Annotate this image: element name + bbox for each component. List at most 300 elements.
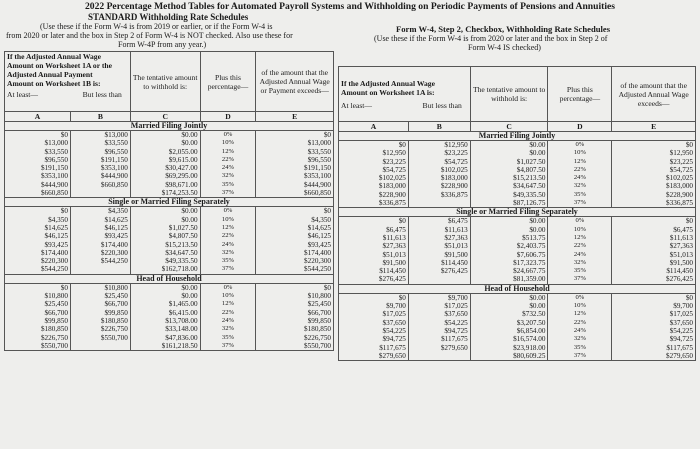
- right-but-less-value: $279,650: [440, 343, 468, 352]
- left-but-less-value: [73, 342, 128, 350]
- left-but-less-value: $14,625: [104, 215, 128, 224]
- right-at-least-value: $9,700: [386, 302, 406, 311]
- right-but-less-cell: [408, 217, 470, 284]
- left-at-least-value: $353,100: [40, 172, 68, 181]
- right-at-least-value: $51,013: [382, 250, 406, 259]
- right-excess-value: $12,950: [669, 149, 693, 158]
- right-excess-value: $91,500: [669, 258, 693, 267]
- left-tentative-value: $161,218.50: [161, 341, 198, 350]
- right-tentative-cell: [470, 217, 548, 284]
- left-at-least-value: $0: [60, 131, 68, 139]
- right-percent-cell: [548, 217, 612, 284]
- right-excess-value: $0: [685, 217, 693, 226]
- left-excess-value: $544,250: [304, 265, 331, 274]
- left-excess-value: $96,550: [307, 155, 331, 164]
- left-excess-value: $10,800: [307, 292, 331, 301]
- left-excess-value: $180,850: [304, 325, 331, 334]
- right-tentative-value: $80,609.25: [513, 351, 546, 360]
- left-tentative-value: $4,807.50: [168, 232, 198, 241]
- left-at-least-cell: [5, 283, 71, 350]
- right-tentative-value: $81,359.00: [513, 275, 546, 284]
- left-but-less-value: $444,900: [100, 172, 128, 181]
- right-section-values: [339, 217, 696, 284]
- right-at-least-value: $12,950: [382, 149, 406, 158]
- right-tentative-value: $49,335.50: [513, 190, 546, 199]
- left-table-body: [5, 122, 334, 351]
- right-tentative-value: $0.00: [529, 302, 546, 311]
- right-section-heading: Married Filing Jointly: [339, 132, 696, 141]
- left-percent-value: 35%: [221, 257, 234, 265]
- right-but-less-value: $54,725: [444, 157, 468, 166]
- left-section-values: [5, 283, 334, 350]
- left-but-less-value: $353,100: [100, 164, 128, 173]
- left-excess-value: $550,700: [304, 341, 331, 350]
- left-excess-value: $0: [323, 283, 331, 292]
- right-excess-value: $11,613: [669, 233, 693, 242]
- left-tentative-value: $6,415.00: [168, 308, 198, 317]
- left-excess-cell: [256, 283, 334, 350]
- left-at-least-value: $0: [60, 207, 68, 216]
- right-but-less-value: $6,475: [448, 217, 468, 226]
- left-but-less-value: [73, 189, 128, 197]
- left-excess-value: $174,400: [304, 248, 331, 257]
- left-tentative-value: $0.00: [181, 139, 198, 148]
- right-range-header: If the Adjusted Annual Wage Amount on Worksheet 1A is: At least— But less than: [339, 67, 471, 122]
- right-excess-value: $54,725: [669, 165, 693, 174]
- right-note-line-2: Form W-4 IS checked): [468, 43, 541, 52]
- right-but-less-value: $228,900: [440, 182, 468, 191]
- right-tentative-cell: [470, 141, 548, 208]
- left-excess-value: $99,850: [307, 316, 331, 325]
- left-tentative-value: $162,718.00: [161, 265, 198, 274]
- left-at-least-value: $191,150: [40, 164, 68, 173]
- right-col-b: B: [408, 122, 470, 132]
- left-at-least-value: $93,425: [44, 240, 68, 249]
- right-at-least-value: $91,500: [382, 258, 406, 267]
- left-at-least-value: $13,000: [44, 139, 68, 148]
- right-section-heading: Single or Married Filing Separately: [339, 208, 696, 217]
- left-tentative-value: $1,465.00: [168, 300, 198, 309]
- left-percent-value: 35%: [221, 333, 234, 341]
- right-at-least-value: $54,225: [382, 326, 406, 335]
- right-but-less-value: $9,700: [448, 293, 468, 302]
- left-excess-value: $4,350: [311, 215, 331, 224]
- right-at-least-value: $27,363: [382, 242, 406, 251]
- right-excess-value: $23,225: [669, 157, 693, 166]
- left-percent-value: 22%: [221, 155, 234, 163]
- left-percent-value: 37%: [221, 189, 234, 197]
- left-percent-cell: [200, 207, 256, 274]
- checkbox-rate-table: [338, 66, 696, 361]
- right-excess-value: $276,425: [666, 275, 693, 284]
- right-percent-cell: [548, 293, 612, 360]
- left-percent-value: 32%: [221, 172, 234, 180]
- right-percent-value: 10%: [573, 302, 586, 310]
- right-excess-value: $114,450: [666, 267, 693, 276]
- right-percent-value: 35%: [573, 190, 586, 198]
- left-excess-value: $46,125: [307, 232, 331, 241]
- left-but-less-value: $550,700: [100, 333, 128, 342]
- right-at-least-value: $37,650: [382, 318, 406, 327]
- right-percent-value: 0%: [575, 293, 585, 301]
- left-percent-value: 0%: [223, 131, 233, 138]
- left-section-heading: Head of Household: [5, 274, 334, 283]
- right-section-values: [339, 141, 696, 208]
- right-percent-value: 12%: [573, 233, 586, 241]
- right-excess-value: $6,475: [673, 225, 693, 234]
- right-but-less-value: $27,363: [444, 233, 468, 242]
- right-excess-value: $37,650: [669, 318, 693, 327]
- left-percent-value: 37%: [221, 265, 234, 273]
- left-but-less-value: $99,850: [104, 308, 128, 317]
- left-tentative-value: $0.00: [181, 292, 198, 301]
- right-percent-value: 37%: [573, 199, 586, 207]
- left-percent-value: 24%: [221, 240, 234, 248]
- right-percent-value: 22%: [573, 165, 586, 173]
- left-at-least-value: $25,450: [44, 300, 68, 309]
- right-percent-value: 22%: [573, 242, 586, 250]
- right-tentative-value: $0.00: [529, 149, 546, 158]
- left-section-values: [5, 207, 334, 274]
- right-excess-value: $94,725: [669, 335, 693, 344]
- page-title: 2022 Percentage Method Tables for Automated Payroll Systems and Withholding on Periodic Payments of Pensions and Annuities: [84, 1, 615, 12]
- right-percent-value: 32%: [573, 258, 586, 266]
- left-tentative-value: $0.00: [181, 215, 198, 224]
- right-but-less-value: $12,950: [444, 141, 468, 149]
- left-but-less-value: $33,550: [104, 139, 128, 148]
- left-percent-value: 24%: [221, 164, 234, 172]
- left-excess-cell: [256, 131, 334, 198]
- right-percent-value: 10%: [573, 149, 586, 157]
- left-tentative-value: $13,708.00: [165, 316, 198, 325]
- right-section-values: [339, 293, 696, 360]
- left-but-less-value: $10,800: [104, 283, 128, 292]
- left-col-a: A: [5, 112, 71, 122]
- left-percent-value: 35%: [221, 180, 234, 188]
- right-tentative-header: The tentative amount to withhold is:: [470, 67, 548, 122]
- right-but-less-value: [411, 199, 468, 207]
- left-excess-value: $191,150: [304, 164, 331, 173]
- left-at-least-value: $10,800: [44, 292, 68, 301]
- left-at-least-value: $226,750: [40, 333, 68, 342]
- left-but-less-value: $66,700: [104, 300, 128, 309]
- left-at-least-value: $66,700: [44, 308, 68, 317]
- right-tentative-value: $4,807.50: [516, 165, 546, 174]
- right-tentative-value: $16,574.00: [513, 335, 546, 344]
- right-at-least-value: $94,725: [382, 335, 406, 344]
- right-at-least-value: $183,000: [378, 182, 406, 191]
- left-at-least-value: $180,850: [40, 325, 68, 334]
- left-tentative-header: The tentative amount to withhold is:: [130, 52, 200, 112]
- right-at-least-value: $54,725: [382, 165, 406, 174]
- left-at-least-value: $550,700: [40, 341, 68, 350]
- left-excess-cell: [256, 207, 334, 274]
- left-but-less-value: $191,150: [100, 155, 128, 164]
- left-col-c: C: [130, 112, 200, 122]
- right-tentative-value: $732.50: [522, 310, 546, 319]
- right-percent-value: 10%: [573, 225, 586, 233]
- right-but-less-value: $276,425: [440, 267, 468, 276]
- right-tentative-value: $34,647.50: [513, 182, 546, 191]
- left-note-line-2: from 2020 or later and the box in Step 2 of Form W-4 is NOT checked. Also use these for: [6, 31, 293, 40]
- left-percent-value: 37%: [221, 341, 234, 349]
- right-but-less-value: $11,613: [444, 225, 468, 234]
- right-but-less-value: $54,225: [444, 318, 468, 327]
- right-at-least-cell: [339, 141, 409, 208]
- left-but-less-value: $93,425: [104, 232, 128, 241]
- right-but-less-cell: [408, 293, 470, 360]
- right-at-least-value: $17,025: [382, 310, 406, 319]
- right-excess-value: $117,675: [666, 343, 693, 352]
- left-excess-value: $0: [323, 131, 331, 139]
- left-at-least-cell: [5, 131, 71, 198]
- standard-schedules-title: STANDARD Withholding Rate Schedules: [88, 12, 249, 22]
- left-tentative-value: $34,647.50: [165, 248, 198, 257]
- left-excess-value: $14,625: [307, 223, 331, 232]
- left-but-less-value: $96,550: [104, 147, 128, 156]
- left-at-least-value: $174,400: [40, 248, 68, 257]
- left-excess-value: $0: [323, 207, 331, 216]
- left-tentative-value: $47,836.00: [165, 333, 198, 342]
- left-tentative-value: $174,253.50: [161, 189, 198, 198]
- left-but-less-value: $544,250: [100, 257, 128, 266]
- left-at-least-value: $99,850: [44, 316, 68, 325]
- right-at-least-cell: [339, 293, 409, 360]
- right-but-less-value: [411, 352, 468, 360]
- right-at-least-value: $11,613: [382, 233, 406, 242]
- right-at-least-value: $0: [398, 293, 406, 302]
- right-plus-header: Plus this percentage—: [548, 67, 612, 122]
- left-at-least-header: At least—: [7, 90, 39, 99]
- left-tentative-value: $0.00: [181, 131, 198, 139]
- right-excess-value: $336,875: [666, 199, 693, 208]
- left-at-least-value: $33,550: [44, 147, 68, 156]
- left-tentative-value: $15,213.50: [165, 240, 198, 249]
- left-section-heading: Married Filing Jointly: [5, 122, 334, 131]
- right-section-heading: Head of Household: [339, 284, 696, 293]
- left-note-line-1: (Use these if the Form W-4 is from 2019 or earlier, or if the Form W-4 is: [40, 22, 273, 31]
- left-percent-value: 32%: [221, 248, 234, 256]
- right-but-less-value: $114,450: [441, 258, 468, 267]
- right-but-less-value: $91,500: [444, 250, 468, 259]
- left-but-less-value: [73, 265, 128, 273]
- left-but-less-value: $660,850: [100, 180, 128, 189]
- right-at-least-value: $279,650: [378, 351, 406, 360]
- right-but-less-cell: [408, 141, 470, 208]
- right-excess-value: $0: [685, 141, 693, 149]
- right-tentative-value: $0.00: [529, 225, 546, 234]
- right-tentative-value: $2,403.75: [516, 242, 546, 251]
- left-percent-value: 10%: [221, 215, 234, 223]
- right-but-less-value: $117,675: [441, 335, 468, 344]
- right-but-less-value: $183,000: [440, 174, 468, 183]
- left-percent-value: 22%: [221, 308, 234, 316]
- right-but-less-header: But less than: [422, 100, 462, 110]
- left-col-e: E: [256, 112, 334, 122]
- left-percent-value: 10%: [221, 292, 234, 300]
- right-tentative-value: $0.00: [529, 293, 546, 302]
- right-at-least-value: $228,900: [378, 190, 406, 199]
- right-table-body: [339, 132, 696, 361]
- left-tentative-value: $49,335.50: [165, 257, 198, 266]
- right-but-less-value: $17,025: [444, 302, 468, 311]
- right-tentative-value: $3,207.50: [516, 318, 546, 327]
- left-excess-value: $93,425: [307, 240, 331, 249]
- right-percent-value: 32%: [573, 335, 586, 343]
- right-excess-cell: [612, 217, 696, 284]
- left-but-less-header: But less than: [82, 90, 122, 99]
- left-but-less-value: $13,000: [104, 131, 128, 139]
- left-tentative-cell: [130, 207, 200, 274]
- left-col-d: D: [200, 112, 256, 122]
- left-excess-value: $660,850: [304, 189, 331, 198]
- right-percent-value: 22%: [573, 318, 586, 326]
- right-but-less-value: $336,875: [440, 190, 468, 199]
- left-but-less-value: $174,400: [100, 240, 128, 249]
- left-excess-header: of the amount that the Adjusted Annual Wage or Payment exceeds—: [256, 52, 334, 112]
- left-at-least-value: $220,300: [40, 257, 68, 266]
- right-excess-value: $279,650: [666, 351, 693, 360]
- left-at-least-value: $4,350: [48, 215, 68, 224]
- left-percent-value: 10%: [221, 139, 234, 147]
- right-but-less-value: $102,025: [440, 165, 468, 174]
- left-percent-value: 0%: [223, 283, 233, 291]
- left-tentative-value: $98,671.00: [165, 180, 198, 189]
- left-section-values: [5, 131, 334, 198]
- left-section-heading: Single or Married Filing Separately: [5, 198, 334, 207]
- left-tentative-value: $69,295.00: [165, 172, 198, 181]
- left-excess-value: $226,750: [304, 333, 331, 342]
- right-tentative-cell: [470, 293, 548, 360]
- right-percent-value: 24%: [573, 174, 586, 182]
- right-tentative-value: $1,027.50: [516, 157, 546, 166]
- left-range-header: If the Adjusted Annual Wage Amount on Worksheet 1A or the Adjusted Annual Payment Amount on Worksheet 1B is: At least— But less than: [5, 52, 131, 112]
- right-percent-cell: [548, 141, 612, 208]
- right-excess-value: $9,700: [673, 302, 693, 311]
- left-tentative-cell: [130, 131, 200, 198]
- left-but-less-cell: [70, 283, 130, 350]
- left-tentative-value: $1,027.50: [168, 223, 198, 232]
- left-tentative-value: $9,615.00: [168, 155, 198, 164]
- left-col-b: B: [70, 112, 130, 122]
- left-but-less-value: $226,750: [100, 325, 128, 334]
- right-tentative-value: $0.00: [529, 141, 546, 149]
- left-percent-value: 22%: [221, 232, 234, 240]
- right-tentative-value: $87,126.75: [513, 199, 546, 208]
- left-tentative-value: $2,055.00: [168, 147, 198, 156]
- right-at-least-value: $336,875: [378, 199, 406, 208]
- left-percent-value: 0%: [223, 207, 233, 215]
- right-at-least-value: $23,225: [382, 157, 406, 166]
- left-excess-value: $444,900: [304, 180, 331, 189]
- left-but-less-value: $4,350: [108, 207, 128, 216]
- right-excess-value: $51,013: [669, 250, 693, 259]
- left-at-least-value: $544,250: [40, 265, 68, 274]
- left-at-least-value: $14,625: [44, 223, 68, 232]
- right-excess-value: $17,025: [669, 310, 693, 319]
- checkbox-schedules-title: Form W-4, Step 2, Checkbox, Withholding Rate Schedules: [396, 24, 611, 34]
- left-percent-cell: [200, 131, 256, 198]
- left-but-less-cell: [70, 131, 130, 198]
- right-percent-value: 24%: [573, 326, 586, 334]
- left-tentative-value: $33,148.00: [165, 325, 198, 334]
- right-percent-value: 32%: [573, 182, 586, 190]
- left-at-least-value: $0: [60, 283, 68, 292]
- right-percent-value: 37%: [573, 275, 586, 283]
- right-tentative-value: $17,323.75: [513, 258, 546, 267]
- right-tentative-value: $6,854.00: [516, 326, 546, 335]
- right-at-least-value: $114,450: [379, 267, 406, 276]
- right-excess-header: of the amount that the Adjusted Annual Wage exceeds—: [612, 67, 696, 122]
- left-excess-value: $66,700: [307, 308, 331, 317]
- right-tentative-value: $0.00: [529, 217, 546, 226]
- left-percent-cell: [200, 283, 256, 350]
- right-tentative-value: $15,213.50: [513, 174, 546, 183]
- left-percent-value: 12%: [221, 147, 234, 155]
- right-percent-value: 24%: [573, 250, 586, 258]
- right-tentative-value: $7,606.75: [516, 250, 546, 259]
- left-at-least-value: $96,550: [44, 155, 68, 164]
- right-but-less-value: [411, 275, 468, 283]
- right-at-least-value: $276,425: [378, 275, 406, 284]
- left-tentative-value: $0.00: [181, 207, 198, 216]
- right-at-least-cell: [339, 217, 409, 284]
- left-excess-value: $13,000: [307, 139, 331, 148]
- right-but-less-value: $51,013: [444, 242, 468, 251]
- right-excess-value: $102,025: [666, 174, 693, 183]
- left-at-least-cell: [5, 207, 71, 274]
- right-col-d: D: [548, 122, 612, 132]
- right-excess-value: $0: [685, 293, 693, 302]
- right-at-least-value: $0: [398, 217, 406, 226]
- right-tentative-value: $24,667.75: [513, 267, 546, 276]
- right-percent-value: 12%: [573, 157, 586, 165]
- left-excess-value: $25,450: [307, 300, 331, 309]
- left-percent-value: 12%: [221, 223, 234, 231]
- left-at-least-value: $46,125: [44, 232, 68, 241]
- right-but-less-value: $94,725: [444, 326, 468, 335]
- right-but-less-value: $23,225: [444, 149, 468, 158]
- left-tentative-value: $0.00: [181, 283, 198, 292]
- left-at-least-value: $660,850: [40, 189, 68, 198]
- right-percent-value: 35%: [573, 267, 586, 275]
- left-percent-value: 24%: [221, 316, 234, 324]
- right-note-line-1: (Use these if the Form W-4 is from 2020 or later and the box in Step 2 of: [374, 34, 608, 43]
- right-col-c: C: [470, 122, 548, 132]
- right-at-least-value: $6,475: [386, 225, 406, 234]
- left-at-least-value: $444,900: [40, 180, 68, 189]
- right-at-least-value: $117,675: [379, 343, 406, 352]
- left-percent-value: 32%: [221, 325, 234, 333]
- right-percent-value: 0%: [575, 217, 585, 225]
- right-excess-value: $27,363: [669, 242, 693, 251]
- right-at-least-value: $102,025: [378, 174, 406, 183]
- right-tentative-value: $23,918.00: [513, 343, 546, 352]
- right-excess-cell: [612, 293, 696, 360]
- right-percent-value: 35%: [573, 343, 586, 351]
- left-but-less-cell: [70, 207, 130, 274]
- right-at-least-value: $0: [398, 141, 406, 149]
- right-percent-value: 12%: [573, 310, 586, 318]
- left-percent-value: 12%: [221, 300, 234, 308]
- right-at-least-header: At least—: [341, 100, 373, 110]
- right-tentative-value: $513.75: [522, 233, 546, 242]
- right-excess-cell: [612, 141, 696, 208]
- right-col-e: E: [612, 122, 696, 132]
- right-but-less-value: $37,650: [444, 310, 468, 319]
- left-excess-value: $33,550: [307, 147, 331, 156]
- right-col-a: A: [339, 122, 409, 132]
